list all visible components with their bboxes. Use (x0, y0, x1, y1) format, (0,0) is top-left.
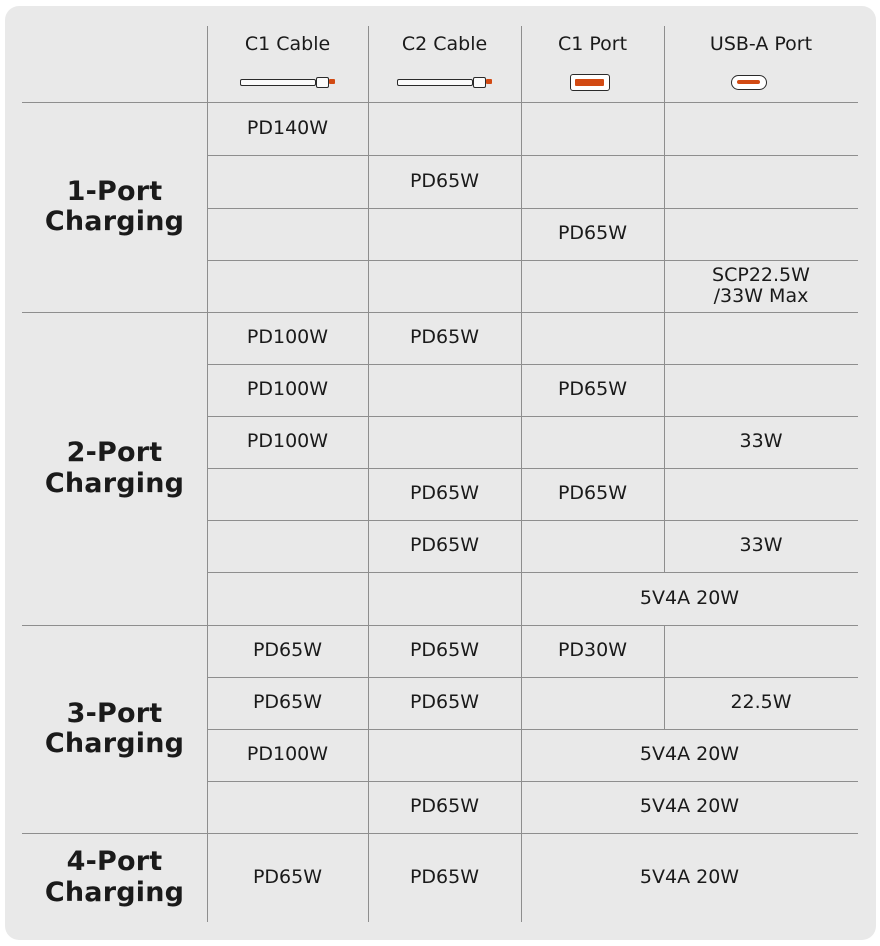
cell-c1-cable: PD65W (252, 691, 323, 714)
column-divider (207, 26, 208, 922)
column-header-c1-port: C1 Port (557, 33, 628, 56)
cell-usba-port: 33W (739, 534, 783, 557)
cell-c1-cable: PD100W (246, 743, 329, 766)
group-label: 1-Port Charging (44, 175, 185, 237)
column-header-c2-cable: C2 Cable (401, 33, 488, 56)
column-divider (664, 364, 665, 416)
group-label: 2-Port Charging (44, 437, 185, 499)
cell-c1-cable: PD100W (246, 430, 329, 453)
cell-c2-cable: PD65W (409, 326, 480, 349)
column-header-usba-port: USB-A Port (709, 33, 813, 56)
cell-ports-combined: 5V4A 20W (639, 743, 740, 766)
usb-c-port-icon (731, 75, 767, 90)
cell-ports-combined: 5V4A 20W (639, 865, 740, 888)
cell-c2-cable: PD65W (409, 482, 480, 505)
cell-ports-combined: 5V4A 20W (639, 795, 740, 818)
cell-c1-cable: PD65W (252, 865, 323, 888)
column-divider (664, 208, 665, 260)
column-divider (664, 102, 665, 155)
cell-c2-cable: PD65W (409, 691, 480, 714)
group-label: 4-Port Charging (44, 846, 185, 908)
c2-cable-icon (397, 77, 493, 89)
cell-c1-port: PD65W (557, 222, 628, 245)
cell-usba-port: 33W (739, 430, 783, 453)
cell-c1-port: PD65W (557, 378, 628, 401)
cell-c2-cable: PD65W (409, 639, 480, 662)
cell-c2-cable: PD65W (409, 865, 480, 888)
cell-c2-cable: PD65W (409, 534, 480, 557)
cell-c1-cable: PD100W (246, 378, 329, 401)
column-header-c1-cable: C1 Cable (244, 33, 331, 56)
column-divider (664, 155, 665, 208)
column-divider (664, 468, 665, 520)
c1-cable-icon (240, 77, 336, 89)
group-label: 3-Port Charging (44, 697, 185, 759)
cell-usba-port: 22.5W (730, 691, 792, 714)
cell-c2-cable: PD65W (409, 169, 480, 192)
cell-c1-port: PD65W (557, 482, 628, 505)
cell-c1-port: PD30W (557, 639, 628, 662)
cell-c1-cable: PD100W (246, 326, 329, 349)
cell-c1-cable: PD140W (246, 116, 329, 139)
usb-a-port-icon (570, 74, 610, 91)
column-divider (664, 312, 665, 364)
cell-usba-port: SCP22.5W /33W Max (712, 263, 810, 307)
column-divider (664, 26, 665, 102)
cell-c2-cable: PD65W (409, 795, 480, 818)
cell-ports-combined: 5V4A 20W (639, 586, 740, 609)
column-divider (664, 625, 665, 677)
row-divider (207, 155, 858, 156)
cell-c1-cable: PD65W (252, 639, 323, 662)
